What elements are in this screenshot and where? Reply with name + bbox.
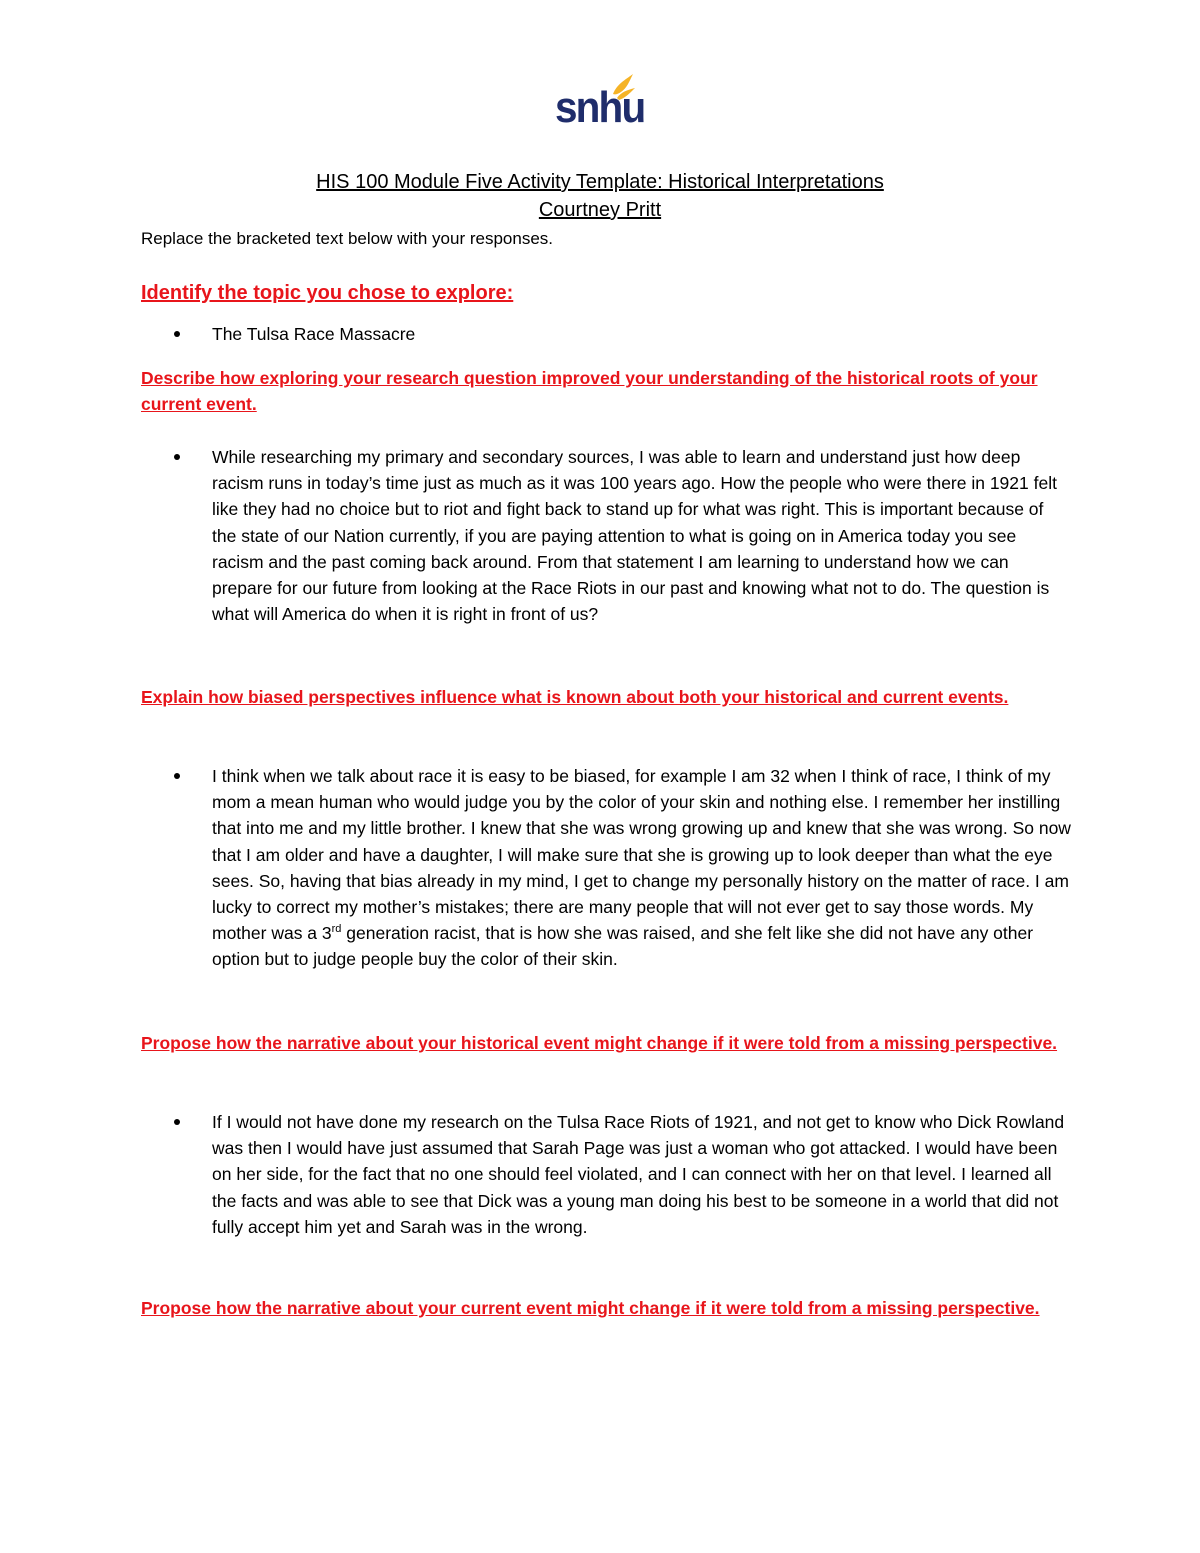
bullet-icon <box>172 321 182 347</box>
bullet-icon <box>172 1109 182 1135</box>
prompt-biased-perspectives: Explain how biased perspectives influence what is known about both your historical and current events. <box>141 687 1009 707</box>
answer-topic: The Tulsa Race Massacre <box>212 324 416 344</box>
prompt-topic: Identify the topic you chose to explore: <box>141 282 514 304</box>
logo-wordmark: snhu <box>555 83 645 132</box>
answer-research-question: While researching my primary and secondary sources, I was able to learn and understand just how deep racism runs in today’s time just as much as it was 100 years ago. How the people who were there in 1921 felt like they had no choice but to riot and fight back to stand up for what was right. This is important because of the state of our Nation currently, if you are paying attention to what is going on in America today you see racism and the past coming back around. From that statement I am learning to understand how we can prepare for our future from looking at the Race Riots in our past and knowing what not to do. The question is what will America do when it is right in front of us? <box>212 447 1057 625</box>
author-name: Courtney Pritt <box>538 199 662 221</box>
snhu-logo <box>555 72 645 134</box>
instructions-text: Replace the bracketed text below with your responses. <box>141 229 554 248</box>
answer-biased-perspectives <box>212 763 1072 973</box>
answer-text-part-2: generation racist, that is how she was raised, and she felt like she did not have any other option but to judge people buy the color of their skin. <box>212 923 1034 970</box>
prompt-historical-missing-perspective: Propose how the narrative about your historical event might change if it were told from a missing perspective. <box>141 1033 1058 1053</box>
bullet-icon <box>172 444 182 470</box>
prompt-research-question: Describe how exploring your research question improved your understanding of the historical roots of your current event. <box>141 368 1038 414</box>
ordinal-suffix: rd <box>331 923 342 936</box>
document-title: HIS 100 Module Five Activity Template: Historical Interpretations <box>316 171 884 193</box>
prompt-current-missing-perspective: Propose how the narrative about your current event might change if it were told from a missing perspective. <box>141 1298 1040 1318</box>
bullet-icon <box>172 763 182 789</box>
answer-text-part-1: I think when we talk about race it is easy to be biased, for example I am 32 when I think of race, I think of my mom a mean human who would judge you by the color of your skin and nothing else. I remember her instilling that into me and my little brother. I knew that she was wrong growing up and knew that she was wrong. So now that I am older and have a daughter, I will make sure that she is growing up to look deeper than what the eye sees. So, having that bias already in my mind, I get to change my personally history on the matter of race. I am lucky to correct my mother’s mistakes; there are many people that will not ever get to say those words. My mother was a 3 <box>212 766 1071 944</box>
answer-historical-missing-perspective: If I would not have done my research on the Tulsa Race Riots of 1921, and not get to know who Dick Rowland was then I would have just assumed that Sarah Page was just a woman who got attacked. I would have been on her side, for the fact that no one should feel violated, and I can connect with her on that level. I learned all the facts and was able to see that Dick was a young man doing his best to be someone in a world that did not fully accept him yet and Sarah was in the wrong. <box>212 1112 1065 1237</box>
